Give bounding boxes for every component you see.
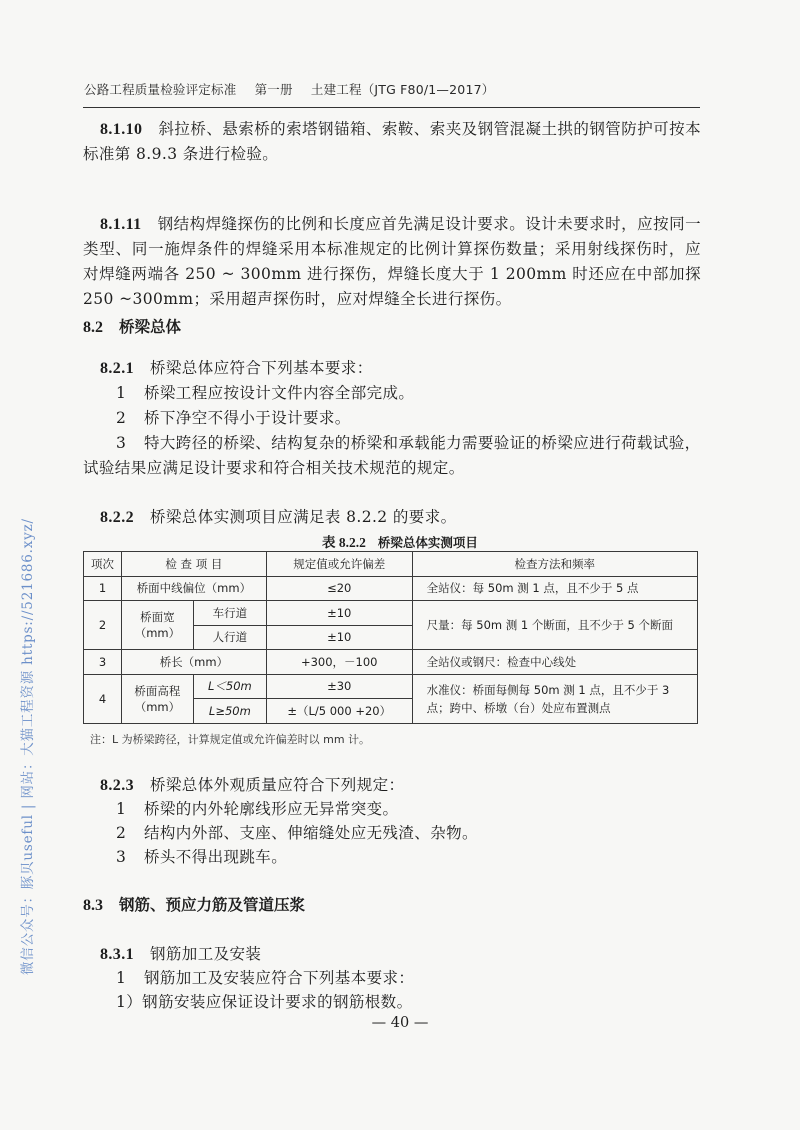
clause-8-2-2 (100, 505, 457, 530)
clause-number: 8.1.11 (100, 216, 142, 233)
list-item: 3 桥头不得出现跳车。 (116, 848, 288, 866)
table-number: 表 8.2.2 (322, 535, 366, 550)
header-cell: 检 查 项 目 (121, 552, 266, 577)
clause-number: 8.2.3 (100, 777, 134, 794)
clause-8-1-11 (83, 212, 701, 312)
section-title: 桥梁总体 (119, 318, 182, 336)
table-row: 4 桥面高程（mm） L＜50m ±30 水准仪：桥面每侧每 50m 测 1 点，且不少于 3 点；跨中、桥墩（台）处应布置测点 (84, 674, 698, 699)
section-title: 钢筋、预应力筋及管道压浆 (119, 896, 306, 914)
volume-label: 第一册 (254, 82, 293, 97)
clause-8-2-3 (100, 773, 404, 798)
table-row: 2 桥面宽（mm） 车行道 ±10 尺量：每 50m 测 1 个断面，且不少于 5 个断面 (84, 601, 698, 626)
header-cell: 项次 (84, 552, 122, 577)
header-cell: 规定值或允许偏差 (266, 552, 412, 577)
clause-text: 钢筋加工及安装 (150, 945, 262, 963)
section-heading-8-3 (83, 893, 305, 915)
table-row: 3 桥长（mm） +300，－100 全站仪或钢尺：检查中心线处 (84, 650, 698, 675)
clause-number: 8.2.1 (100, 360, 134, 377)
running-header (84, 80, 508, 98)
table-title: 桥梁总体实测项目 (377, 535, 478, 550)
clause-text: 斜拉桥、悬索桥的索塔钢锚箱、索鞍、索夹及钢管混凝土拱的钢管防护可按本标准第 8.9.3 条进行检验。 (83, 120, 701, 163)
table-row: 人行道 ±10 (84, 625, 698, 650)
list-item: 1 钢筋加工及安装应符合下列基本要求： (116, 969, 415, 987)
clause-8-3-1 (100, 942, 261, 967)
clause-8-1-10 (83, 117, 701, 167)
header-rule (83, 107, 700, 108)
clause-text: 钢结构焊缝探伤的比例和长度应首先满足设计要求。设计未要求时，应按同一类型、同一施焊条件的焊缝采用本标准规定的比例计算探伤数量；采用射线探伤时，应对焊缝两端各 250 ~ 300mm 进行探伤，焊缝长度大于 1 200mm 时还应在中部加探 250 ~300mm；采用超声探伤时，应对焊缝全长进行探伤。 (83, 215, 701, 308)
table-header-row (84, 552, 698, 577)
clause-text: 桥梁总体应符合下列基本要求： (150, 359, 373, 377)
clause-text: 桥梁总体实测项目应满足表 8.2.2 的要求。 (150, 508, 457, 526)
table-note: 注：L 为桥梁跨径，计算规定值或允许偏差时以 mm 计。 (90, 733, 371, 746)
list-item: 1 桥梁工程应按设计文件内容全部完成。 (116, 384, 415, 402)
watermark-text: 微信公众号：豚贝useful | 网站：大猫工程资源 https://521686.xyz/ (20, 518, 36, 975)
page-number: — 40 — (371, 1015, 429, 1031)
section-number: 8.3 (83, 897, 103, 914)
clause-number: 8.1.10 (100, 121, 143, 138)
table-row: L≥50m ±（L/5 000 +20） (84, 699, 698, 724)
clause-number: 8.2.2 (100, 509, 134, 526)
list-item-continuation: 试验结果应满足设计要求和符合相关技术规范的规定。 (83, 459, 465, 477)
list-item: 3 特大跨径的桥梁、结构复杂的桥梁和承载能力需要验证的桥梁应进行荷载试验， (116, 434, 701, 452)
list-item: 2 结构内外部、支座、伸缩缝处应无残渣、杂物。 (116, 824, 478, 842)
list-item: 1 桥梁的内外轮廓线形应无异常突变。 (116, 800, 399, 818)
table-caption (0, 531, 800, 551)
header-cell: 检查方法和频率 (412, 552, 697, 577)
clause-8-2-1 (100, 356, 373, 381)
clause-text: 桥梁总体外观质量应符合下列规定： (150, 776, 405, 794)
section-heading-8-2 (83, 315, 181, 337)
list-item: 1）钢筋安装应保证设计要求的钢筋根数。 (116, 993, 413, 1011)
part-label: 土建工程（JTG F80/1—2017） (310, 82, 495, 97)
table-row: 1 桥面中线偏位（mm） ≤20 全站仪：每 50m 测 1 点，且不少于 5 点 (84, 576, 698, 601)
clause-number: 8.3.1 (100, 946, 134, 963)
section-number: 8.2 (83, 319, 103, 336)
book-title: 公路工程质量检验评定标准 (84, 82, 237, 97)
inspection-table (83, 551, 698, 724)
list-item: 2 桥下净空不得小于设计要求。 (116, 409, 351, 427)
